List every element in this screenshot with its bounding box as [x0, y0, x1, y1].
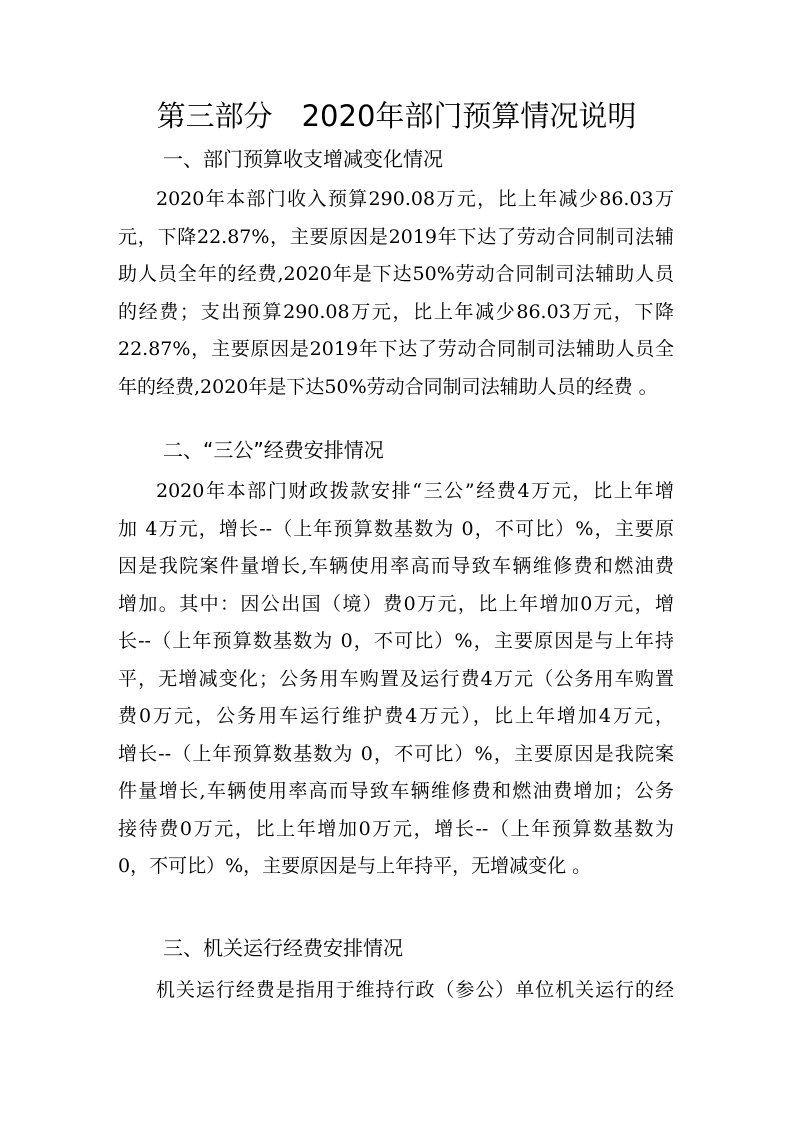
paragraph-line: 22.87%，主要原因是2019年下达了劳动合同制司法辅助人员全: [118, 338, 674, 360]
paragraph-line: 2020年本部门财政拨款安排“三公”经费4万元，比上年增: [156, 480, 674, 502]
section-paragraph-3: [118, 972, 674, 1010]
section-heading-1: 一、部门预算收支增减变化情况: [163, 147, 443, 171]
paragraph-line: 费0万元，公务用车运行维护费4万元），比上年增加4万元，: [118, 705, 674, 727]
paragraph-line: 接待费0万元，比上年增加0万元，增长--（上年预算数基数为: [118, 817, 674, 840]
paragraph-line: 长--（上年预算数基数为 0，不可比）%，主要原因是与上年持: [118, 630, 674, 652]
paragraph-line: 年的经费,2020年是下达50%劳动合同制司法辅助人员的经费 。: [118, 375, 658, 398]
paragraph-line: 2020年本部门收入预算290.08万元，比上年减少86.03万: [156, 188, 674, 210]
paragraph-line: 增长--（上年预算数基数为 0，不可比）%，主要原因是我院案: [118, 742, 674, 765]
paragraph-line: 的经费；支出预算290.08万元，比上年减少86.03万元，下降: [118, 300, 674, 323]
section-heading-2: 二、“三公”经费安排情况: [163, 438, 384, 462]
section-heading-3: 三、机关运行经费安排情况: [163, 936, 403, 960]
paragraph-line: 元，下降22.87%，主要原因是2019年下达了劳动合同制司法辅: [118, 225, 674, 248]
paragraph-line: 机关运行经费是指用于维持行政（参公）单位机关运行的经: [156, 979, 674, 1001]
section-paragraph-1: [118, 181, 674, 406]
paragraph-line: 因是我院案件量增长,车辆使用率高而导致车辆维修费和燃油费: [118, 555, 674, 577]
paragraph-line: 0，不可比）%，主要原因是与上年持平，无增减变化 。: [118, 855, 592, 877]
paragraph-line: 加 4万元，增长--（上年预算数基数为 0，不可比）%，主要原: [118, 517, 674, 540]
paragraph-line: 助人员全年的经费,2020年是下达50%劳动合同制司法辅助人员: [118, 263, 674, 285]
paragraph-line: 平，无增减变化；公务用车购置及运行费4万元（公务用车购置: [118, 667, 674, 690]
paragraph-line: 件量增长,车辆使用率高而导致车辆维修费和燃油费增加；公务: [118, 780, 674, 802]
paragraph-line: 增加。其中：因公出国（境）费0万元，比上年增加0万元，增: [118, 592, 674, 615]
page-title: 第三部分 2020年部门预算情况说明: [156, 99, 637, 133]
section-paragraph-2: [118, 473, 674, 886]
